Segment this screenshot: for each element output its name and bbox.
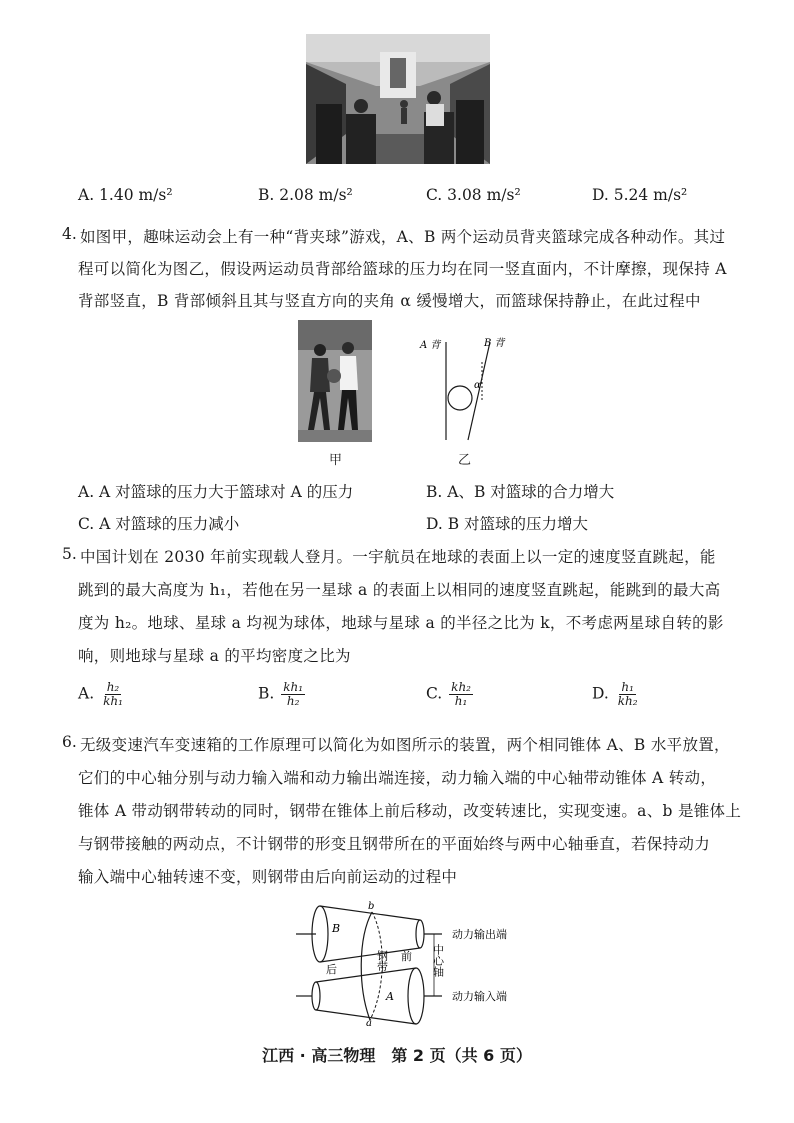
q5-option-c [426, 681, 473, 708]
q5-option-a-denominator: kh₁ [103, 694, 123, 708]
q5-option-d-fraction [616, 681, 640, 708]
q5-option-a-label: A. [78, 684, 95, 703]
q5-option-d-label: D. [592, 684, 609, 703]
players-illustration [298, 320, 372, 442]
b-back-line [468, 342, 490, 440]
train-interior-illustration [306, 34, 490, 164]
cone-b-label: B [332, 922, 341, 935]
q6-text-line-5: 输入端中心轴转速不变，则钢带由后向前运动的过程中 [78, 868, 458, 886]
front-label: 前 [401, 950, 412, 963]
point-b-label: b [368, 901, 375, 912]
q5-option-c-numerator: kh₂ [451, 680, 471, 694]
q4-option-c: C. A 对篮球的压力减小 [78, 515, 240, 533]
ball-between-backs-diagram [412, 332, 512, 450]
q5-option-d [592, 681, 640, 708]
fig-yi-caption: 乙 [458, 453, 472, 468]
q6-number: 6. [62, 733, 77, 751]
q5-option-b-fraction [281, 681, 305, 708]
cone-a-label: A [386, 990, 394, 1003]
q3-option-c: C. 3.08 m/s² [426, 186, 521, 204]
q3-option-a: A. 1.40 m/s² [78, 186, 173, 204]
cvt-cones-diagram [286, 898, 556, 1028]
basketball-circle [448, 386, 472, 410]
cone-a-base [408, 968, 424, 1024]
q4-option-d: D. B 对篮球的压力增大 [426, 515, 589, 533]
cone-a-tip [312, 982, 320, 1010]
q5-option-b-numerator: kh₁ [283, 680, 304, 694]
q5-text-line-4: 响，则地球与星球 a 的平均密度之比为 [78, 647, 351, 665]
belt-label: 钢带 [375, 950, 389, 972]
q4-text-line-1: 如图甲，趣味运动会上有一种“背夹球”游戏，A、B 两个运动员背夹篮球完成各种动作。其过 [80, 228, 726, 246]
players-photo [298, 320, 372, 442]
q5-option-b [258, 681, 305, 708]
output-end-label: 动力输出端 [452, 928, 507, 941]
q5-number: 5. [62, 545, 77, 563]
q5-option-c-denominator: h₁ [454, 694, 468, 708]
alpha-label: α [474, 380, 481, 391]
page-footer: 江西 · 高三物理 第 2 页（共 6 页） [262, 1046, 532, 1065]
q5-option-a [78, 681, 125, 708]
q4-text-line-2: 程可以简化为图乙，假设两运动员背部给篮球的压力均在同一竖直面内，不计摩擦，现保持 A [78, 260, 727, 278]
q5-option-d-denominator: kh₂ [617, 694, 638, 708]
cone-b-tip [416, 920, 424, 948]
q6-text-line-4: 与钢带接触的两动点，不计钢带的形变且钢带所在的平面始终与两中心轴垂直，若保持动力 [78, 835, 711, 853]
q5-text-line-2: 跳到的最大高度为 h₁，若他在另一星球 a 的表面上以相同的速度竖直跳起，能跳到的最大高 [78, 581, 721, 599]
point-a-label: a [366, 1018, 372, 1028]
fig-jia-caption: 甲 [329, 453, 343, 468]
q4-number: 4. [62, 225, 77, 243]
b-back-label: B 背 [484, 338, 505, 349]
q5-option-b-label: B. [258, 684, 275, 703]
q4-text-line-3: 背部竖直，B 背部倾斜且其与竖直方向的夹角 α 缓慢增大，而篮球保持静止，在此过程中 [78, 292, 701, 310]
q3-option-d: D. 5.24 m/s² [592, 186, 688, 204]
q6-text-line-1: 无级变速汽车变速箱的工作原理可以简化为如图所示的装置，两个相同锥体 A、B 水平放置， [80, 736, 730, 754]
q5-option-c-label: C. [426, 684, 443, 703]
input-end-label: 动力输入端 [452, 990, 507, 1003]
q5-text-line-1: 中国计划在 2030 年前实现载人登月。一宇航员在地球的表面上以一定的速度竖直跳起，能 [80, 548, 716, 566]
q5-option-a-numerator: h₂ [106, 680, 120, 694]
q5-option-b-denominator: h₂ [286, 694, 300, 708]
q5-option-d-numerator: h₁ [621, 680, 634, 694]
q5-option-a-fraction [101, 681, 125, 708]
q5-text-line-3: 度为 h₂。地球、星球 a 均视为球体，地球与星球 a 的半径之比为 k，不考虑两星球自转的影 [78, 614, 724, 632]
rear-label: 后 [326, 963, 337, 976]
belt-front-edge [361, 912, 372, 1020]
train-interior-photo [306, 34, 490, 164]
a-back-label: A 背 [420, 340, 441, 351]
q4-option-b: B. A、B 对篮球的合力增大 [426, 483, 615, 501]
q6-text-line-2: 它们的中心轴分别与动力输入端和动力输出端连接，动力输入端的中心轴带动锥体 A 转动， [78, 769, 717, 787]
q4-option-a: A. A 对篮球的压力大于篮球对 A 的压力 [78, 483, 354, 501]
q5-option-c-fraction [449, 681, 473, 708]
q6-text-line-3: 锥体 A 带动钢带转动的同时，钢带在锥体上前后移动，改变转速比，实现变速。a、b 是锥体上 [78, 802, 742, 820]
center-axis-label: 中心轴 [431, 944, 445, 977]
q3-option-b: B. 2.08 m/s² [258, 186, 353, 204]
